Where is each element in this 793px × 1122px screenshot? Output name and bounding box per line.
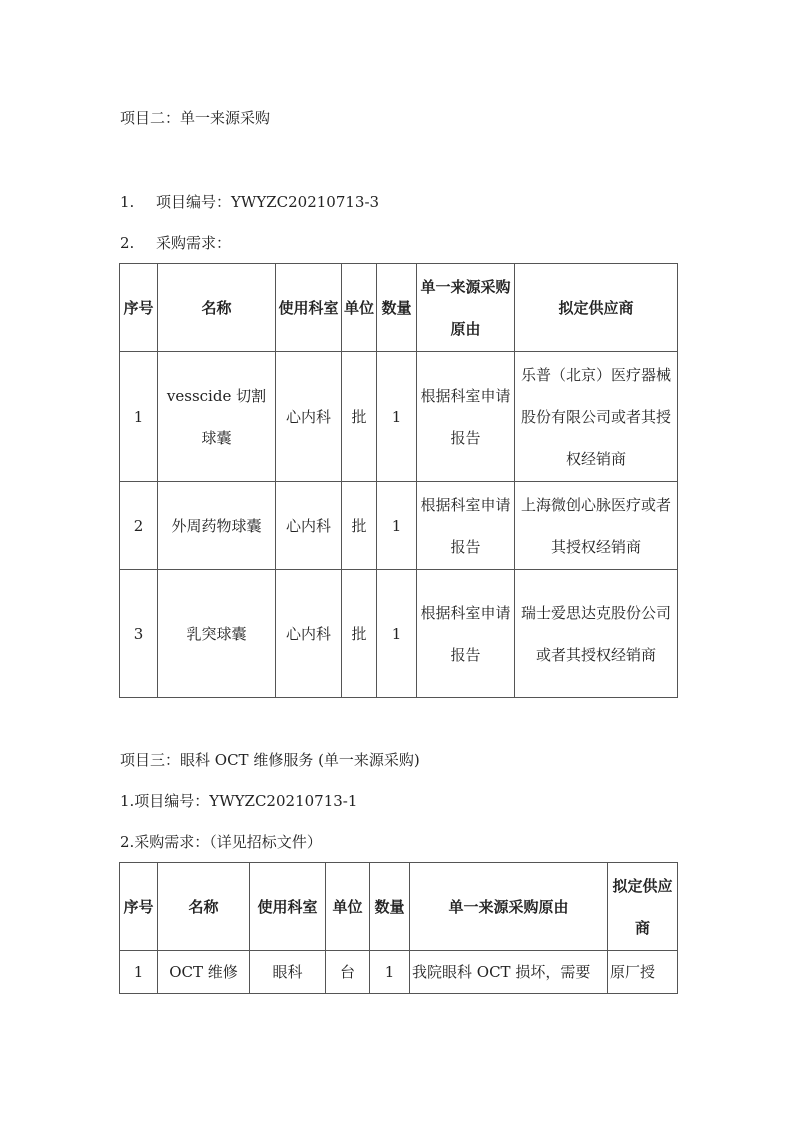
cell-index: 3 [120, 570, 158, 698]
cell-name: vesscide 切割球囊 [158, 352, 276, 482]
cell-department: 心内科 [276, 482, 342, 570]
header-supplier: 拟定供应商 [515, 264, 678, 352]
header-name: 名称 [158, 863, 250, 951]
cell-name: 乳突球囊 [158, 570, 276, 698]
cell-name: 外周药物球囊 [158, 482, 276, 570]
project2-title: 项目二：单一来源采购 [120, 109, 271, 127]
header-index: 序号 [120, 264, 158, 352]
cell-department: 眼科 [250, 951, 326, 994]
header-unit: 单位 [326, 863, 370, 951]
table-row [120, 951, 678, 994]
cell-supplier: 原厂授 [608, 951, 678, 994]
cell-supplier: 上海微创心脉医疗或者其授权经销商 [515, 482, 678, 570]
header-reason: 单一来源采购原由 [417, 264, 515, 352]
project3-item1: 1.项目编号：YWYZC20210713-1 [120, 792, 358, 810]
header-name: 名称 [158, 264, 276, 352]
item1-text: 项目编号：YWYZC20210713-3 [156, 193, 380, 211]
cell-supplier: 乐普（北京）医疗器械股份有限公司或者其授权经销商 [515, 352, 678, 482]
table-row [120, 482, 678, 570]
cell-unit: 批 [342, 482, 377, 570]
cell-quantity: 1 [377, 352, 417, 482]
table-header-row [120, 264, 678, 352]
cell-quantity: 1 [377, 570, 417, 698]
cell-supplier: 瑞士爱思达克股份公司或者其授权经销商 [515, 570, 678, 698]
project3-table [119, 862, 678, 994]
project2-item2 [120, 233, 231, 253]
cell-index: 1 [120, 352, 158, 482]
cell-index: 1 [120, 951, 158, 994]
item2-text: 采购需求： [156, 234, 232, 252]
table-row [120, 352, 678, 482]
table-row [120, 570, 678, 698]
cell-reason: 我院眼科 OCT 损坏，需要 [410, 951, 608, 994]
header-department: 使用科室 [276, 264, 342, 352]
cell-quantity: 1 [370, 951, 410, 994]
project3-item2: 2.采购需求：（详见招标文件） [120, 833, 322, 851]
header-index: 序号 [120, 863, 158, 951]
cell-unit: 批 [342, 570, 377, 698]
cell-name: OCT 维修 [158, 951, 250, 994]
header-quantity: 数量 [377, 264, 417, 352]
cell-reason: 根据科室申请报告 [417, 352, 515, 482]
cell-reason: 根据科室申请报告 [417, 570, 515, 698]
header-supplier: 拟定供应商 [608, 863, 678, 951]
project2-item1 [120, 192, 379, 212]
project3-title: 项目三：眼科 OCT 维修服务 (单一来源采购) [120, 751, 420, 769]
cell-quantity: 1 [377, 482, 417, 570]
cell-unit: 批 [342, 352, 377, 482]
cell-unit: 台 [326, 951, 370, 994]
cell-department: 心内科 [276, 570, 342, 698]
header-reason: 单一来源采购原由 [410, 863, 608, 951]
project2-table [119, 263, 678, 698]
cell-index: 2 [120, 482, 158, 570]
table-header-row [120, 863, 678, 951]
item1-number: 1. [120, 193, 135, 211]
cell-reason: 根据科室申请报告 [417, 482, 515, 570]
item2-number: 2. [120, 234, 135, 252]
cell-department: 心内科 [276, 352, 342, 482]
header-unit: 单位 [342, 264, 377, 352]
header-department: 使用科室 [250, 863, 326, 951]
header-quantity: 数量 [370, 863, 410, 951]
